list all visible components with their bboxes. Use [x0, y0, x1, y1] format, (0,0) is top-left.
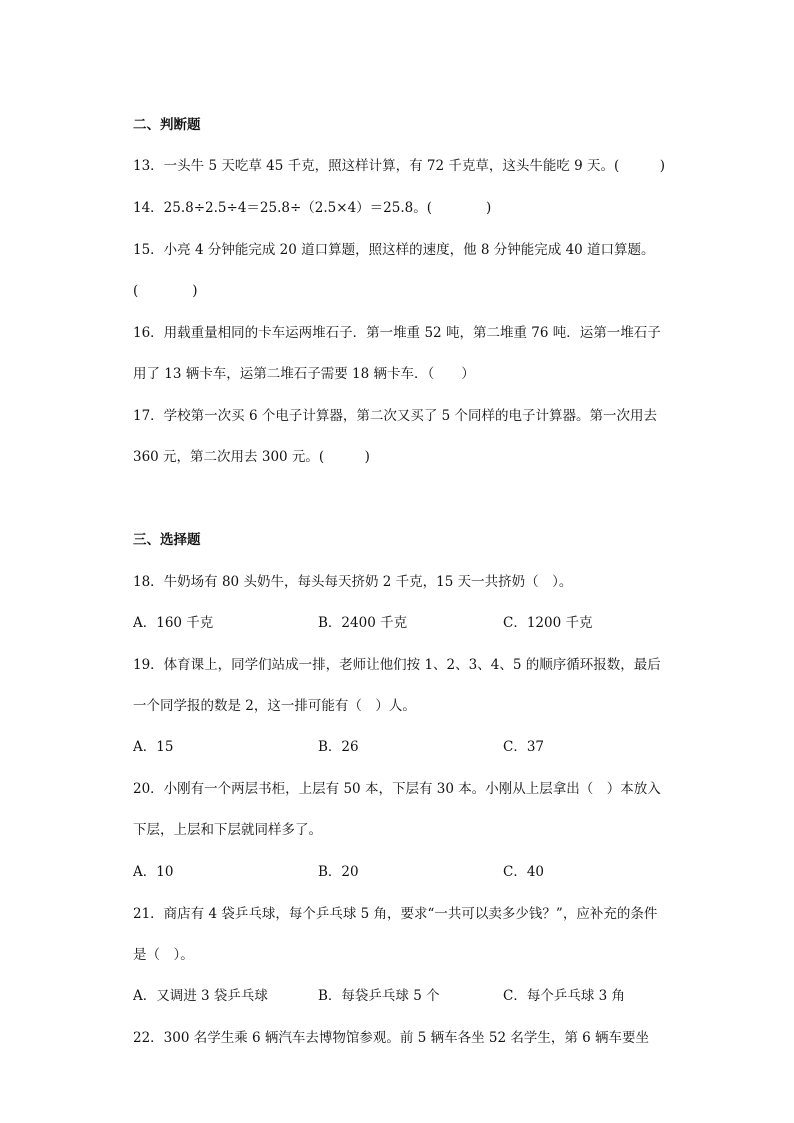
question-15: 15．小亮 4 分钟能完成 20 道口算题，照这样的速度，他 8 分钟能完成 40 道口算题。: [133, 242, 655, 258]
question-20-option-b: B．20: [318, 864, 359, 880]
question-16-continued: 用了 13 辆卡车，运第二堆石子需要 18 辆卡车．（ ）: [133, 366, 475, 382]
question-20-option-a: A．10: [133, 864, 174, 880]
question-17: 17．学校第一次买 6 个电子计算器，第二次又买了 5 个同样的电子计算器。第一次用去: [133, 408, 658, 424]
question-20: 20．小刚有一个两层书柜，上层有 50 本，下层有 30 本。小刚从上层拿出（ ）本放入: [133, 781, 661, 797]
question-18-option-c: C．1200 千克: [503, 615, 593, 631]
question-17-continued: 360 元，第二次用去 300 元。( ): [133, 449, 370, 465]
question-21-option-c: C．每个乒乓球 3 角: [503, 988, 626, 1004]
question-21: 21．商店有 4 袋乒乓球，每个乒乓球 5 角，要求“一共可以卖多少钱？”，应补充的条件: [133, 906, 658, 922]
question-19-continued: 一个同学报的数是 2，这一排可能有（ ）人。: [133, 698, 416, 714]
section-title-choice: 三、选择题: [133, 532, 201, 548]
question-14: 14．25.8÷2.5÷4＝25.8÷（2.5×4）＝25.8。( ): [133, 200, 492, 216]
question-21-option-a: A．又调进 3 袋乒乓球: [133, 988, 268, 1004]
question-19-option-c: C．37: [503, 739, 545, 755]
question-20-option-c: C．40: [503, 864, 545, 880]
question-13: 13．一头牛 5 天吃草 45 千克，照这样计算，有 72 千克草，这头牛能吃 9 天。( ): [133, 158, 666, 174]
question-16: 16．用载重量相同的卡车运两堆石子．第一堆重 52 吨，第二堆重 76 吨．运第一堆石子: [133, 325, 661, 341]
section-title-judgement: 二、判断题: [133, 117, 201, 133]
question-22: 22．300 名学生乘 6 辆汽车去博物馆参观。前 5 辆车各坐 52 名学生，第 6 辆车要坐: [133, 1030, 650, 1046]
question-21-option-b: B．每袋乒乓球 5 个: [318, 988, 440, 1004]
question-21-continued: 是（ ）。: [133, 947, 194, 963]
question-20-continued: 下层，上层和下层就同样多了。: [133, 822, 322, 838]
question-18: 18．牛奶场有 80 头奶牛，每头每天挤奶 2 千克，15 天一共挤奶（ ）。: [133, 574, 573, 590]
question-19-option-b: B．26: [318, 739, 359, 755]
question-18-option-b: B．2400 千克: [318, 615, 408, 631]
question-15-answer-blank: ( ): [133, 283, 198, 299]
question-18-option-a: A．160 千克: [133, 615, 214, 631]
question-19: 19．体育课上，同学们站成一排，老师让他们按 1、2、3、4、5 的顺序循环报数，最后: [133, 657, 661, 673]
question-19-option-a: A．15: [133, 739, 174, 755]
